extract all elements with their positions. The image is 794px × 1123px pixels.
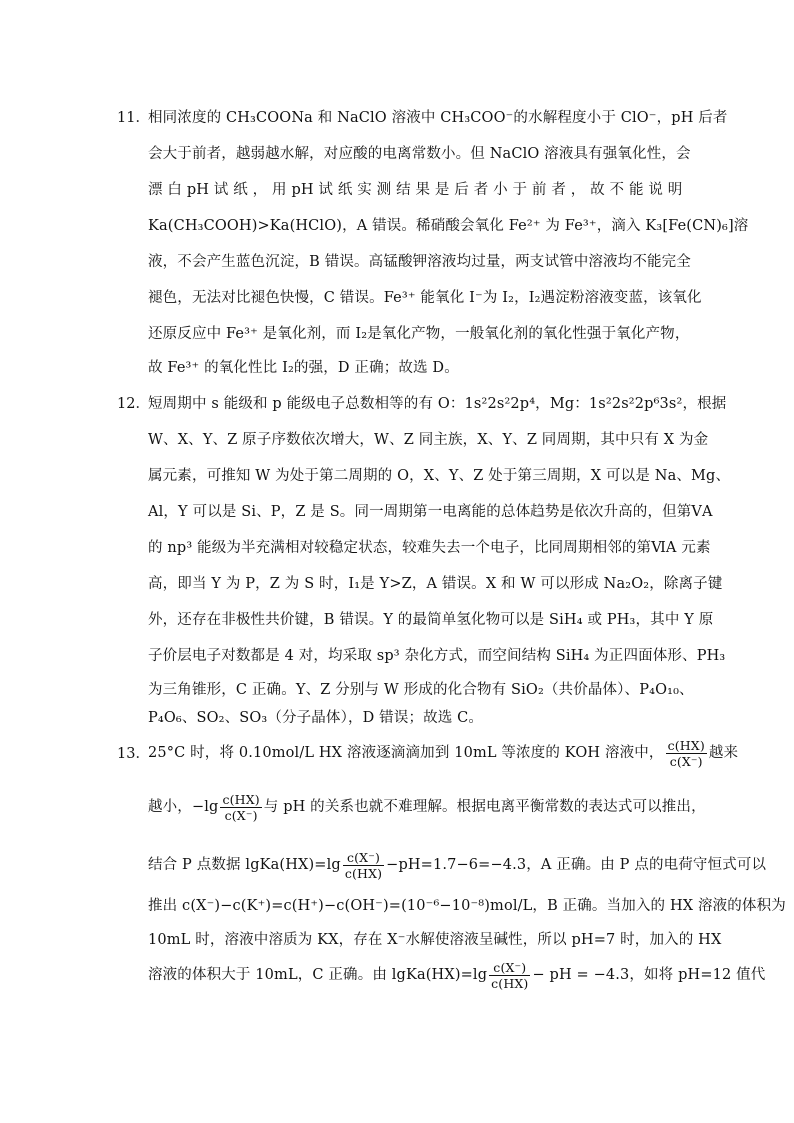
q13-line-2: [148, 788, 706, 826]
fraction-numerator: c(HX): [667, 737, 705, 753]
q12-line-10: P₄O₆、SO₂、SO₃（分子晶体），D 错误；故选 C。: [148, 710, 484, 726]
q13-line-3: [148, 846, 766, 884]
q11-line-8: 故 Fe³⁺ 的氧化性比 I₂的强，D 正确；故选 D。: [148, 360, 459, 376]
fraction-numerator: c(HX): [222, 791, 260, 807]
q12-line-4: Al，Y 可以是 Si、P，Z 是 S。同一周期第一电离能的总体趋势是依次升高的，但第ⅤA: [148, 504, 713, 520]
q11-line-3: 漂 白 pH 试 纸 ， 用 pH 试 纸 实 测 结 果 是 后 者 小 于 前 者 ， 故 不 能 说 明: [148, 182, 683, 198]
q12-line-7: 外，还存在非极性共价键，B 错误。Y 的最简单氢化物可以是 SiH₄ 或 PH₃，其中 Y 原: [148, 612, 714, 628]
q12-line-5: 的 np³ 能级为半充满相对较稳定状态，较难失去一个电子，比同周期相邻的第ⅥA 元素: [148, 540, 711, 556]
q11-line-1: 相同浓度的 CH₃COONa 和 NaClO 溶液中 CH₃COO⁻的水解程度小于 ClO⁻，pH 后者: [148, 110, 728, 126]
q11-line-4: Ka(CH₃COOH)>Ka(HClO)，A 错误。稀硝酸会氧化 Fe²⁺ 为 Fe³⁺，滴入 K₃[Fe(CN)₆]溶: [148, 218, 749, 234]
q12-line-2: W、X、Y、Z 原子序数依次增大，W、Z 同主族，X、Y、Z 同周期，其中只有 X 为金: [148, 432, 709, 448]
q12-line-6: 高，即当 Y 为 P，Z 为 S 时，I₁是 Y>Z，A 错误。X 和 W 可以形成 Na₂O₂，除离子键: [148, 576, 723, 592]
q11-line-5: 液，不会产生蓝色沉淀，B 错误。高锰酸钾溶液均过量，两支试管中溶液均不能完全: [148, 254, 691, 270]
q13-line-5: 10mL 时，溶液中溶质为 KX，存在 X⁻水解使溶液呈碱性，所以 pH=7 时，加入的 HX: [148, 932, 722, 948]
fraction-denominator: c(X⁻): [224, 807, 258, 823]
q12-line-9: 为三角锥形，C 正确。Y、Z 分别与 W 形成的化合物有 SiO₂（共价晶体）、P₄O₁₀、: [148, 682, 694, 698]
fraction-denominator: c(HX): [491, 975, 529, 991]
q13-line-6-tail: − pH = −4.3，如将 pH=12 值代: [532, 967, 766, 983]
q13-line-1: [148, 734, 738, 772]
q12-line-1: 短周期中 s 能级和 p 能级电子总数相等的有 O：1s²2s²2p⁴，Mg：1s²2s²2p⁶3s²，根据: [148, 396, 727, 412]
q13-line-3-text: 结合 P 点数据 lgKa(HX)=lg: [148, 857, 341, 873]
fraction-denominator: c(X⁻): [669, 753, 703, 769]
q12-line-3: 属元素，可推知 W 为处于第二周期的 O，X、Y、Z 处于第三周期，X 可以是 Na、Mg、: [148, 468, 731, 484]
q13-line-6: [148, 956, 765, 994]
q11-line-2: 会大于前者，越弱越水解，对应酸的电离常数小。但 NaClO 溶液具有强氧化性，会: [148, 146, 691, 162]
ka-fraction-2: [489, 960, 530, 991]
q13-line-3-tail: −pH=1.7−6=−4.3，A 正确。由 P 点的电荷守恒式可以: [386, 857, 767, 873]
fraction-numerator: c(X⁻): [343, 850, 384, 866]
q13-line-1-text: 25°C 时，将 0.10mol/L HX 溶液逐滴滴加到 10mL 等浓度的 KOH 溶液中，: [148, 745, 664, 761]
q13-line-4: 推出 c(X⁻)−c(K⁺)=c(H⁺)−c(OH⁻)=(10⁻⁶−10⁻⁸)mol/L，B 正确。当加入的 HX 溶液的体积为: [148, 898, 786, 914]
question-12-number: 12．: [117, 396, 150, 412]
ratio-fraction: [666, 738, 707, 769]
q12-line-8: 子价层电子对数都是 4 对，均采取 sp³ 杂化方式，而空间结构 SiH₄ 为正四面体形、PH₃: [148, 648, 726, 664]
question-11-number: 11．: [117, 110, 150, 126]
q13-line-2-text: 越小，−lg: [148, 799, 219, 815]
q11-line-6: 褪色，无法对比褪色快慢，C 错误。Fe³⁺ 能氧化 I⁻为 I₂，I₂遇淀粉溶液变蓝，该氧化: [148, 290, 702, 306]
q13-line-2-tail: 与 pH 的关系也就不难理解。根据电离平衡常数的表达式可以推出，: [263, 799, 706, 815]
q11-line-7: 还原反应中 Fe³⁺ 是氧化剂，而 I₂是氧化产物，一般氧化剂的氧化性强于氧化产物，: [148, 326, 690, 342]
fraction-numerator: c(X⁻): [489, 960, 530, 976]
q13-line-1-tail: 越来: [708, 745, 739, 761]
question-13-number: 13．: [117, 746, 150, 762]
fraction-denominator: c(HX): [344, 865, 383, 881]
neg-log-fraction: [220, 792, 261, 823]
ka-fraction: [343, 850, 384, 881]
q13-line-6-text: 溶液的体积大于 10mL，C 正确。由 lgKa(HX)=lg: [148, 967, 488, 983]
